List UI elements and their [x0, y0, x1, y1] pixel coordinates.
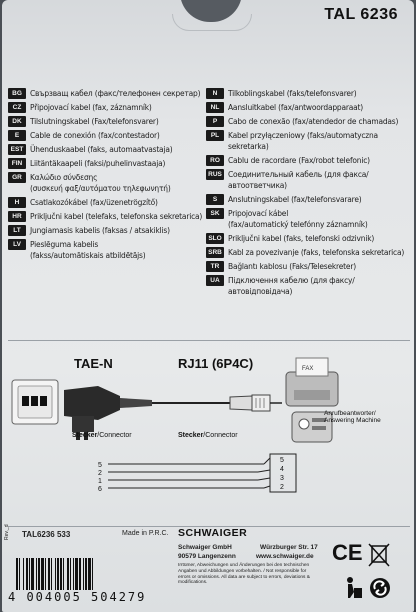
language-row — [8, 144, 208, 155]
made-in: Made in P.R.C. — [122, 530, 169, 537]
language-row — [206, 116, 412, 127]
company-street: Würzburger Str. 17 — [260, 544, 318, 551]
brand-logo: SCHWAIGER — [178, 527, 248, 539]
language-column-right — [206, 88, 412, 300]
language-list — [8, 88, 412, 328]
language-description: Priključni kabel (faks, telefonski odzivnik) — [228, 234, 375, 243]
language-row — [206, 247, 412, 258]
barcode-bar — [51, 558, 52, 590]
language-row — [8, 172, 208, 194]
barcode-bar — [70, 558, 71, 590]
barcode-number: 4 004005 504279 — [8, 590, 147, 604]
company-city: 90579 Langenzenn — [178, 553, 236, 560]
barcode-bar — [83, 558, 84, 590]
language-description: Pieslēguma kabelis (fakss/automātiskais atbildētājs) — [30, 240, 146, 260]
language-description: Jungiamasis kabelis (faksas / atsakiklis) — [30, 226, 170, 235]
barcode-bar — [92, 558, 93, 590]
language-row — [8, 130, 208, 141]
language-code-badge: FIN — [8, 158, 26, 169]
weee-bin-icon — [366, 540, 392, 568]
language-description: Kabel przyłączeniowy (faks/automatyczna sekretarka) — [228, 131, 378, 151]
barcode-bar — [36, 558, 37, 590]
language-code-badge: BG — [8, 88, 26, 99]
language-row — [8, 88, 208, 99]
language-code-badge: LT — [8, 225, 26, 236]
language-row — [8, 211, 208, 222]
barcode-bar — [19, 558, 20, 590]
pin-label-right: 4 — [280, 466, 284, 473]
language-code-badge: RO — [206, 155, 224, 166]
language-description: Anslutningskabel (fax/telefonsvarare) — [228, 195, 362, 204]
barcode-bar — [85, 558, 87, 590]
article-number: TAL6236 533 — [22, 530, 71, 539]
pin-label-right: 5 — [280, 457, 284, 464]
language-row — [8, 116, 208, 127]
pin-label-right: 2 — [280, 484, 284, 491]
language-code-badge: P — [206, 116, 224, 127]
language-code-badge: NL — [206, 102, 224, 113]
barcode-bar — [67, 558, 69, 590]
rj11-plug-icon — [230, 395, 282, 411]
language-code-badge: PL — [206, 130, 224, 141]
barcode-bar — [60, 558, 62, 590]
language-row — [206, 261, 412, 272]
language-row — [206, 169, 412, 191]
revision: Rev._d — [4, 524, 10, 540]
recycle-icon — [368, 576, 392, 600]
pin-label-left: 6 — [98, 486, 102, 493]
language-code-badge: CZ — [8, 102, 26, 113]
pin-label-right: 3 — [280, 475, 284, 482]
language-code-badge: SK — [206, 208, 224, 219]
barcode-bar — [48, 558, 50, 590]
company-name: Schwaiger GmbH — [178, 544, 232, 551]
language-description: Tilslutningskabel (Fax/telefonsvarer) — [30, 117, 159, 126]
language-row — [206, 88, 412, 99]
language-row — [8, 225, 208, 236]
language-description: Připojovací kabel (fax, záznamník) — [30, 103, 152, 112]
language-description: Cablu de racordare (Fax/robot telefonic) — [228, 156, 370, 165]
package-card — [2, 0, 414, 612]
wall-socket-icon — [12, 380, 58, 424]
barcode-bar — [63, 558, 64, 590]
barcode-bar — [55, 558, 56, 590]
pin-label-left: 2 — [98, 470, 102, 477]
barcode-bar — [41, 558, 44, 590]
ce-mark: CE — [332, 540, 363, 565]
language-row — [8, 239, 208, 261]
barcode-bar — [73, 558, 74, 590]
language-description: Cabo de conexão (fax/atendedor de chamadas) — [228, 117, 399, 126]
barcode-bar — [57, 558, 59, 590]
language-code-badge: RUS — [206, 169, 224, 180]
language-description: Соединительный кабель (для факса/автоответчика) — [228, 170, 369, 190]
barcode-bar — [16, 558, 18, 590]
language-row — [206, 194, 412, 205]
language-description: Pripojovací kábel (fax/automatický telefónny záznamník) — [228, 209, 368, 229]
pin-label-left: 5 — [98, 462, 102, 469]
language-description: Cable de conexión (fax/contestador) — [30, 131, 160, 140]
hang-hole-rim — [172, 14, 252, 31]
language-row — [206, 275, 412, 297]
language-code-badge: E — [8, 130, 26, 141]
language-code-badge: TR — [206, 261, 224, 272]
company-web: www.schwaiger.de — [256, 553, 314, 560]
barcode-bar — [45, 558, 46, 590]
language-row — [8, 197, 208, 208]
fax-label: FAX — [302, 366, 314, 372]
language-code-badge: SLO — [206, 233, 224, 244]
barcode-bar — [88, 558, 91, 590]
language-row — [206, 155, 412, 166]
language-code-badge: N — [206, 88, 224, 99]
language-description: Csatlakozókábel (fax/üzenetrögzítő) — [30, 198, 158, 207]
section-divider — [8, 340, 410, 341]
barcode-bar — [29, 558, 30, 590]
language-code-badge: EST — [8, 144, 26, 155]
language-code-badge: HR — [8, 211, 26, 222]
language-row — [8, 102, 208, 113]
language-description: Καλώδιο σύνδεσης (συσκευή φαξ/αυτόματου τηλεφωνητή) — [30, 173, 171, 193]
rj11-label: RJ11 (6P4C) — [178, 356, 254, 371]
barcode-bar — [23, 558, 24, 590]
trash-man-icon — [342, 576, 364, 600]
language-description: Aansluitkabel (fax/antwoordapparaat) — [228, 103, 363, 112]
language-description: Priključni kabel (telefaks, telefonska sekretarica) — [30, 212, 203, 221]
language-description: Свързващ кабел (факс/телефонен секретар) — [30, 89, 201, 98]
language-row — [206, 208, 412, 230]
language-code-badge: SRB — [206, 247, 224, 258]
language-description: Ühenduskaabel (faks, automaatvastaja) — [30, 145, 173, 154]
barcode-bar — [31, 558, 34, 590]
language-code-badge: GR — [8, 172, 26, 183]
language-code-badge: H — [8, 197, 26, 208]
pin-wiring — [108, 454, 296, 492]
language-column-left — [8, 88, 208, 264]
stecker-connector-1: Stecker/Connector — [72, 432, 132, 439]
language-description: Liitäntäkaapeli (faksi/puhelinvastaaja) — [30, 159, 166, 168]
language-description: Tilkoblingskabel (faks/telefonsvarer) — [228, 89, 357, 98]
tae-label: TAE-N — [74, 356, 113, 371]
language-row — [206, 102, 412, 113]
language-code-badge: DK — [8, 116, 26, 127]
language-code-badge: UA — [206, 275, 224, 286]
language-description: Підключення кабелю (для факсу/автовідповідача) — [228, 276, 355, 296]
barcode-bar — [38, 558, 40, 590]
language-code-badge: LV — [8, 239, 26, 250]
language-description: Bağlantı kablosu (Faks/Telesekreter) — [228, 262, 356, 271]
product-title: TAL 6236 — [324, 6, 398, 23]
barcode-bar — [79, 558, 81, 590]
language-row — [206, 233, 412, 244]
language-description: Kabl za povezivanje (faks, telefonska sekretarica) — [228, 248, 405, 257]
disclaimer: Irrtümer, Abweichungen und Änderungen bei den technischen Angaben und Abbildungen vorbehalten. / Not responsible for errors or omissions. All data are subject to errors, deviations & modifications. — [178, 563, 310, 586]
barcode-bar — [75, 558, 78, 590]
pin-label-left: 1 — [98, 478, 102, 485]
language-row — [206, 130, 412, 152]
answering-machine-label: Anrufbeantworter/ Answering Machine — [324, 410, 381, 424]
stecker-connector-2: Stecker/Connector — [178, 432, 238, 439]
language-row — [8, 158, 208, 169]
barcode-bar — [26, 558, 28, 590]
language-code-badge: S — [206, 194, 224, 205]
